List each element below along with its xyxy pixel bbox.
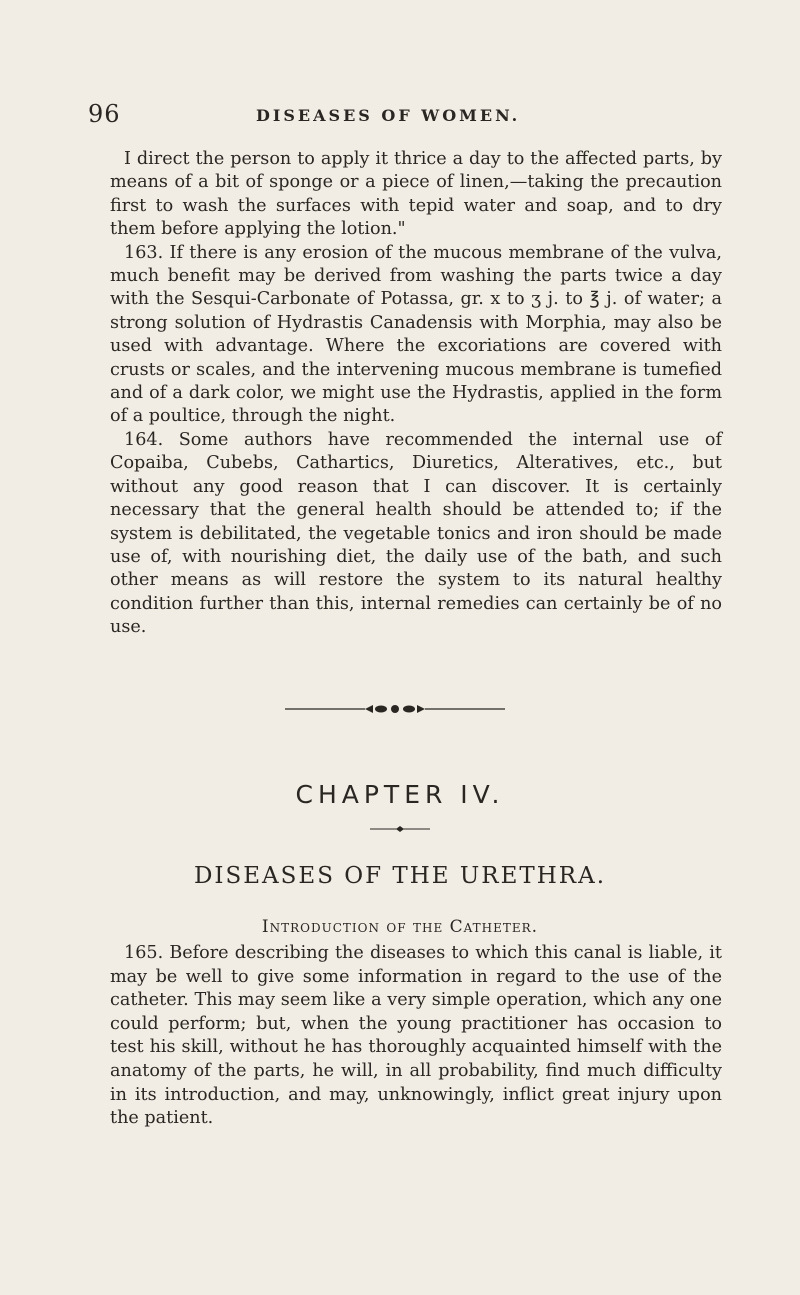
page-number: 96	[88, 100, 121, 128]
section-title: DISEASES OF THE URETHRA.	[193, 863, 607, 889]
chapter-title: CHAPTER IV.	[295, 780, 505, 809]
body-text	[110, 148, 722, 640]
chapter-body-text	[110, 942, 722, 1131]
ornamental-divider	[285, 703, 505, 715]
running-title: DISEASES OF WOMEN.	[256, 106, 521, 125]
paragraph: I direct the person to apply it thrice a day to the affected parts, by means of a bit of sponge or a piece of linen,—taking the precaution first to wash the surfaces with tepid water and soap, and to dry them before applying the lotion."	[110, 149, 722, 240]
running-head	[88, 100, 728, 140]
paragraph: 165. Before describing the diseases to which this canal is liable, it may be well to give some information in regard to the use of the catheter. This may seem like a very simple operation, which any one could perform; but, when the young practitioner has occasion to test his skill, without he has thoroughly acquainted himself with the anatomy of the parts, he will, in all probability, find much difficulty in its introduction, and may, unknowingly, inflict great injury upon the patient.	[110, 943, 722, 1129]
subsection-title: Introduction of the Catheter.	[261, 917, 539, 937]
paragraph: 163. If there is any erosion of the mucous membrane of the vulva, much benefit may be derived from washing the parts twice a day with the Sesqui-Carbonate of Potassa, gr. x to ʒ j. to ℥ j. of water; a strong solution of Hydrastis Canadensis with Morphia, may also be used with advantage. Where the excoriations are covered with crusts or scales, and the intervening mucous membrane is tumefied and of a dark color, we might use the Hydrastis, applied in the form of a poultice, through the night.	[110, 242, 722, 427]
section-rule	[370, 826, 430, 832]
paragraph: 164. Some authors have recommended the internal use of Copaiba, Cubebs, Cathartics, Diuretics, Alteratives, etc., but without any good reason that I can discover. It is certainly necessary that the general health should be attended to; if the system is debilitated, the vegetable tonics and iron should be made use of, with nourishing diet, the daily use of the bath, and such other means as will restore the system to its natural healthy condition further than this, internal remedies can certainly be of no use.	[110, 429, 722, 638]
